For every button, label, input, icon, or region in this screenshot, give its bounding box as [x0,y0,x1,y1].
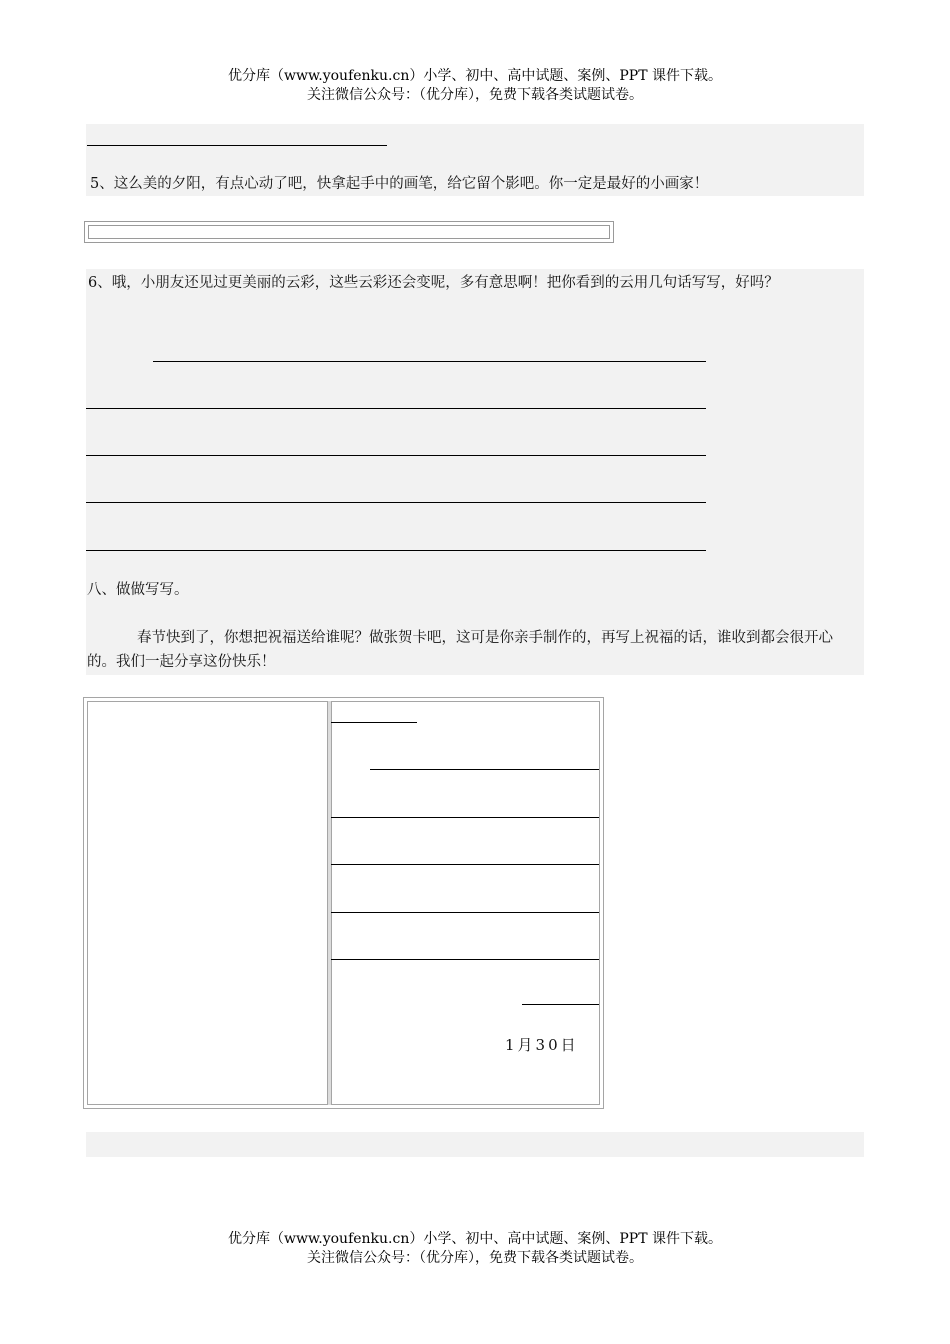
question-6-band [86,269,864,675]
bottom-band [86,1132,864,1157]
section-8-title-text: 八、做做写写。 [87,582,189,598]
card-recipient-line[interactable] [331,722,417,723]
answer-line[interactable] [87,145,387,146]
card-writing-line[interactable] [331,817,599,818]
page-footer [0,1230,950,1268]
card-writing-line[interactable] [370,769,599,770]
writing-line[interactable] [153,361,706,362]
question-6-text: 6、哦，小朋友还见过更美丽的云彩，这些云彩还会变呢，多有意思啊！把你看到的云用几句话写写，好吗？ [88,275,779,291]
writing-line[interactable] [86,408,706,409]
drawing-box-inner [88,225,610,239]
section-8-body [87,626,857,674]
question-5 [90,172,860,196]
header-line-2: 关注微信公众号：（优分库），免费下载各类试题试卷。 [307,87,643,103]
writing-line[interactable] [86,455,706,456]
card-writing-line[interactable] [331,864,599,865]
section-8-body-text: 春节快到了，你想把祝福送给谁呢？做张贺卡吧，这可是你亲手制作的，再写上祝福的话，谁收到都会很开心的。我们一起分享这份快乐！ [87,630,833,670]
page-header [0,67,950,105]
writing-line[interactable] [86,502,706,503]
footer-line-2: 关注微信公众号：（优分库），免费下载各类试题试卷。 [307,1250,643,1266]
card-writing-line[interactable] [331,959,599,960]
question-5-text: 5、这么美的夕阳，有点心动了吧，快拿起手中的画笔，给它留个影吧。你一定是最好的小画家！ [90,176,709,192]
section-8-title [87,578,189,602]
question-6 [88,271,860,295]
card-signature-line[interactable] [522,1004,599,1005]
footer-line-1: 优分库（www.youfenku.cn）小学、初中、高中试题、案例、PPT 课件下载。 [227,1231,722,1247]
writing-line[interactable] [86,550,706,551]
card-date: 1月30日 [505,1036,579,1054]
drawing-box[interactable] [84,221,614,243]
header-line-1: 优分库（www.youfenku.cn）小学、初中、高中试题、案例、PPT 课件下载。 [227,68,722,84]
card-divider [327,701,332,1105]
card-writing-line[interactable] [331,912,599,913]
